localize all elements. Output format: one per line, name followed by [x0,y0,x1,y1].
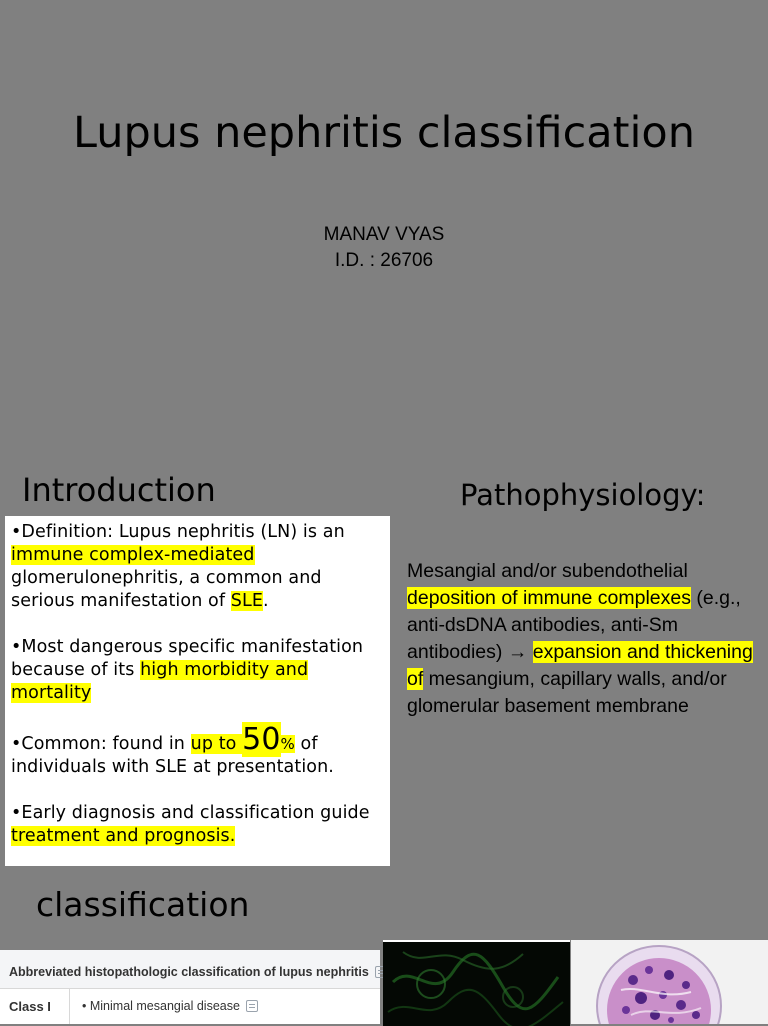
immunofluorescence-graphic [383,942,570,1026]
introduction-text-box [5,516,390,866]
description-text: Minimal mesangial disease [89,999,240,1013]
immunofluorescence-image [383,940,570,1026]
author-id: I.D. : 26706 [334,250,434,271]
text-run: Mesangial and/or subendothelial [407,560,688,582]
text-run: (e.g., anti-dsDNA antibodies, anti-Sm antibodies) → [407,587,741,663]
highlight-text: high morbidity and mortality [11,660,309,703]
table-caption-text: Abbreviated histopathologic classification of lupus nephritis [9,965,369,980]
histology-image [571,940,768,1024]
danger-paragraph [11,636,384,705]
table-row [0,989,380,1024]
highlight-number: 50 [242,722,281,757]
slide-title: Lupus nephritis classification [73,108,695,158]
author-name: MANAV VYAS [323,224,445,245]
table-cell-description: • Minimal mesangial disease [70,989,258,1024]
highlight-text: % [280,735,295,753]
highlight-text: treatment and prognosis. [11,826,236,846]
introduction-heading: Introduction [22,471,216,509]
author-block [0,222,768,274]
prevalence-paragraph [11,722,384,779]
text-run: •Most dangerous specific manifestation because of its [11,637,364,680]
highlight-text: expansion and thickening of [407,641,753,690]
text-run: glomerulonephritis, a common and serious manifestation of [11,568,322,611]
highlight-text: SLE [230,591,264,611]
collapse-icon[interactable] [246,1000,258,1012]
classification-table [0,950,380,1024]
text-run: •Early diagnosis and classification guide [11,803,370,823]
highlight-text: up to [190,734,243,754]
pathophysiology-heading: Pathophysiology: [460,478,706,512]
table-caption [0,950,380,989]
diagnosis-paragraph [11,802,384,848]
pathophysiology-text [407,558,762,720]
text-run: •Common: found in [11,734,191,754]
definition-paragraph [11,521,384,613]
text-run: mesangium, capillary walls, and/or glomerular basement membrane [407,668,727,717]
text-run: of individuals with SLE at presentation. [11,734,334,777]
highlight-text: immune complex-mediated [11,545,255,565]
histology-graphic [571,940,768,1024]
table-cell-class: Class I [0,989,70,1024]
text-run: •Definition: Lupus nephritis (LN) is an [11,522,345,542]
text-run: . [263,591,269,611]
classification-heading: classification [36,885,250,924]
highlight-text: deposition of immune complexes [407,587,691,609]
